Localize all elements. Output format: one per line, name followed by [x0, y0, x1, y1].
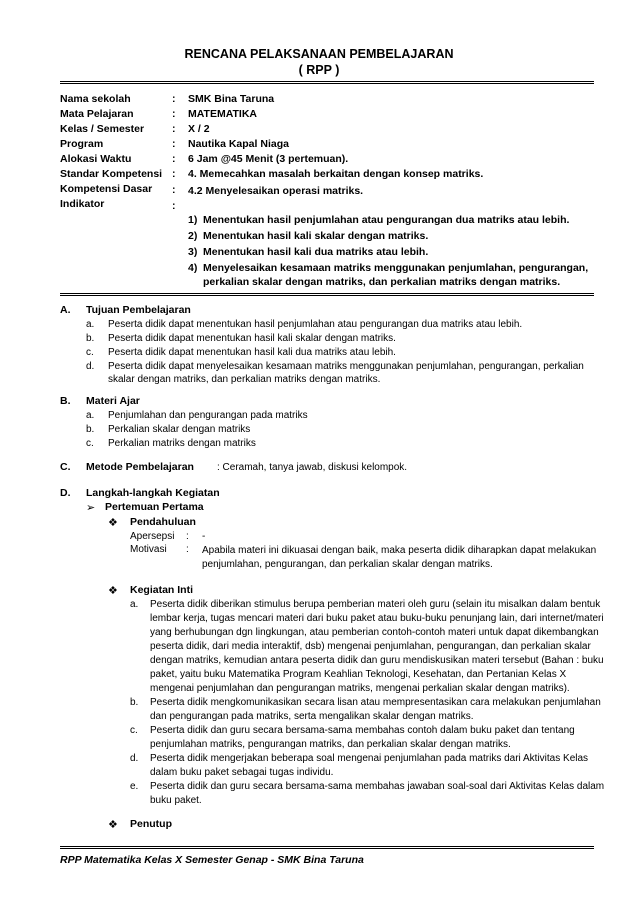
meeting-title: Pertemuan Pertama [105, 501, 204, 513]
identity-label: Kompetensi Dasar [60, 183, 153, 195]
identity-value: Nautika Kapal Niaga [188, 138, 289, 150]
indicator-text: perkalian skalar dengan matriks, dan perkalian matriks dengan matriks. [203, 276, 561, 288]
footer-divider [60, 848, 594, 849]
list-item: Peserta didik dapat menentukan hasil kali skalar dengan matriks. [108, 333, 396, 344]
list-letter: a. [86, 319, 95, 330]
footer-divider [60, 846, 594, 847]
list-letter: c. [86, 347, 94, 358]
list-item: paket, yaitu buku Matematika Program Keahlian Teknologi, Kesehatan, dan Pertanian Kelas X [150, 669, 567, 680]
arrow-bullet-icon: ➢ [86, 502, 96, 514]
section-letter: B. [60, 395, 71, 407]
section-letter: D. [60, 487, 71, 499]
motivasi-text: penjumlahan, pengurangan, dan perkalian skalar dengan matriks. [202, 559, 493, 570]
apersepsi-value: - [202, 531, 206, 542]
identity-colon: : [172, 184, 176, 196]
apersepsi-label: Apersepsi [130, 531, 175, 542]
apersepsi-colon: : [186, 531, 189, 542]
section-divider [60, 295, 594, 296]
motivasi-colon: : [186, 544, 189, 555]
identity-value: 4. Memecahkan masalah berkaitan dengan konsep matriks. [188, 168, 484, 180]
identity-label: Nama sekolah [60, 93, 131, 105]
list-letter: a. [130, 599, 139, 610]
identity-label: Indikator [60, 198, 105, 210]
identity-label: Standar Kompetensi [60, 168, 163, 180]
identity-colon: : [172, 138, 176, 150]
identity-colon: : [172, 200, 176, 212]
section-letter: A. [60, 304, 71, 316]
diamond-bullet-icon: ❖ [108, 585, 118, 597]
identity-label: Mata Pelajaran [60, 108, 134, 120]
section-value: : Ceramah, tanya jawab, diskusi kelompok. [217, 462, 408, 473]
identity-label: Alokasi Waktu [60, 153, 132, 165]
identity-colon: : [172, 108, 176, 120]
list-letter: b. [86, 333, 95, 344]
page-subtitle: ( RPP ) [298, 63, 340, 77]
diamond-bullet-icon: ❖ [108, 819, 118, 831]
list-item: lembar kerja, tugas mencari materi dari buku paket atau buku-buku penunjang lain, dari internet/materi [150, 613, 604, 624]
indicator-text: Menentukan hasil penjumlahan atau pengurangan dua matriks atau lebih. [203, 214, 570, 226]
indicator-number: 3) [188, 246, 198, 258]
list-item: Peserta didik diberikan stimulus berupa pemberian materi oleh guru (selain itu misalkan dalam bentuk [150, 599, 601, 610]
identity-value: 6 Jam @45 Menit (3 pertemuan). [188, 153, 349, 165]
list-item: Peserta didik dapat menentukan hasil kali dua matriks atau lebih. [108, 347, 396, 358]
list-item: dan pengurangan pada matriks, serta mengalikan skalar dengan matriks. [150, 711, 474, 722]
identity-value: MATEMATIKA [188, 108, 258, 120]
section-title: Tujuan Pembelajaran [86, 304, 191, 316]
identity-value: SMK Bina Taruna [188, 93, 275, 105]
header-divider [60, 81, 594, 82]
list-letter: d. [86, 361, 95, 372]
section-title: Metode Pembelajaran [86, 461, 194, 473]
indicator-number: 1) [188, 214, 198, 226]
list-letter: e. [130, 781, 139, 792]
list-item: Perkalian skalar dengan matriks [108, 424, 251, 435]
list-item: penjumlahan matriks, pengurangan matriks, dan perkalian skalar dengan matriks. [150, 739, 511, 750]
indicator-text: Menentukan hasil kali skalar dengan matriks. [203, 230, 429, 242]
list-item: dengan matriks, kemudian antara peserta didik dan guru mendiskusikan materi tersebut (Bahan : buku [150, 655, 604, 666]
identity-colon: : [172, 93, 176, 105]
list-item: dalam buku paket sebagai tugas individu. [150, 767, 334, 778]
indicator-text: Menyelesaikan kesamaan matriks menggunakan penjumlahan, pengurangan, [203, 262, 589, 274]
list-item: Peserta didik mengerjakan beberapa soal mengenai penjumlahan pada matriks dari Aktivitas Kelas [150, 753, 589, 764]
identity-colon: : [172, 168, 176, 180]
header-divider [60, 83, 594, 84]
subsection-title: Pendahuluan [130, 516, 196, 528]
identity-colon: : [172, 153, 176, 165]
list-item: Peserta didik dapat menentukan hasil penjumlahan atau pengurangan dua matriks atau lebih. [108, 319, 523, 330]
list-letter: b. [86, 424, 95, 435]
identity-value: 4.2 Menyelesaikan operasi matriks. [188, 185, 364, 197]
motivasi-text: Apabila materi ini dikuasai dengan baik, maka peserta didik diharapkan dapat melakukan [202, 545, 597, 556]
diamond-bullet-icon: ❖ [108, 517, 118, 529]
list-letter: a. [86, 410, 95, 421]
list-item: Perkalian matriks dengan matriks [108, 438, 256, 449]
identity-colon: : [172, 123, 176, 135]
indicator-number: 4) [188, 262, 198, 274]
list-item: buku paket. [150, 795, 202, 806]
subsection-title: Penutup [130, 818, 172, 830]
identity-value: X / 2 [188, 123, 210, 135]
list-item: yang berhubungan dgn lingkungan, atau pemberian contoh-contoh materi untuk dapat dikembangkan [150, 627, 599, 638]
list-item: Peserta didik dapat menyelesaikan kesamaan matriks menggunakan penjumlahan, pengurangan, perkalian [108, 361, 584, 372]
indicator-text: Menentukan hasil kali dua matriks atau lebih. [203, 246, 429, 258]
indicator-number: 2) [188, 230, 198, 242]
list-letter: d. [130, 753, 139, 764]
section-title: Materi Ajar [86, 395, 140, 407]
list-letter: b. [130, 697, 139, 708]
list-letter: c. [86, 438, 94, 449]
list-item: peserta didik, dari media interaktif, dsb) mengenai penjumlahan, pengurangan, dan perkalian skalar [150, 641, 591, 652]
list-item: Peserta didik dan guru secara bersama-sama membahas jawaban soal-soal dari Aktivitas Kelas dalam [150, 781, 605, 792]
list-item: Penjumlahan dan pengurangan pada matriks [108, 410, 308, 421]
identity-label: Program [60, 138, 104, 150]
section-title: Langkah-langkah Kegiatan [86, 487, 220, 499]
page-title: RENCANA PELAKSANAAN PEMBELAJARAN [184, 47, 454, 61]
section-divider [60, 293, 594, 294]
section-letter: C. [60, 461, 71, 473]
list-item: mengenai penjumlahan dan pengurangan matriks, mengenai perkalian skalar dengan matriks). [150, 683, 570, 694]
identity-label: Kelas / Semester [60, 123, 145, 135]
list-item: Peserta didik dan guru secara bersama-sama membahas contoh dalam buku paket dan tentang [150, 725, 575, 736]
motivasi-label: Motivasi [130, 544, 167, 555]
subsection-title: Kegiatan Inti [130, 584, 194, 596]
list-item: Peserta didik mengkomunikasikan secara lisan atau mempresentasikan cara melakukan penjumlahan [150, 697, 601, 708]
list-item: skalar dengan matriks, dan perkalian matriks dengan matriks. [108, 374, 381, 385]
page-footer: RPP Matematika Kelas X Semester Genap - SMK Bina Taruna [60, 854, 364, 866]
list-letter: c. [130, 725, 138, 736]
